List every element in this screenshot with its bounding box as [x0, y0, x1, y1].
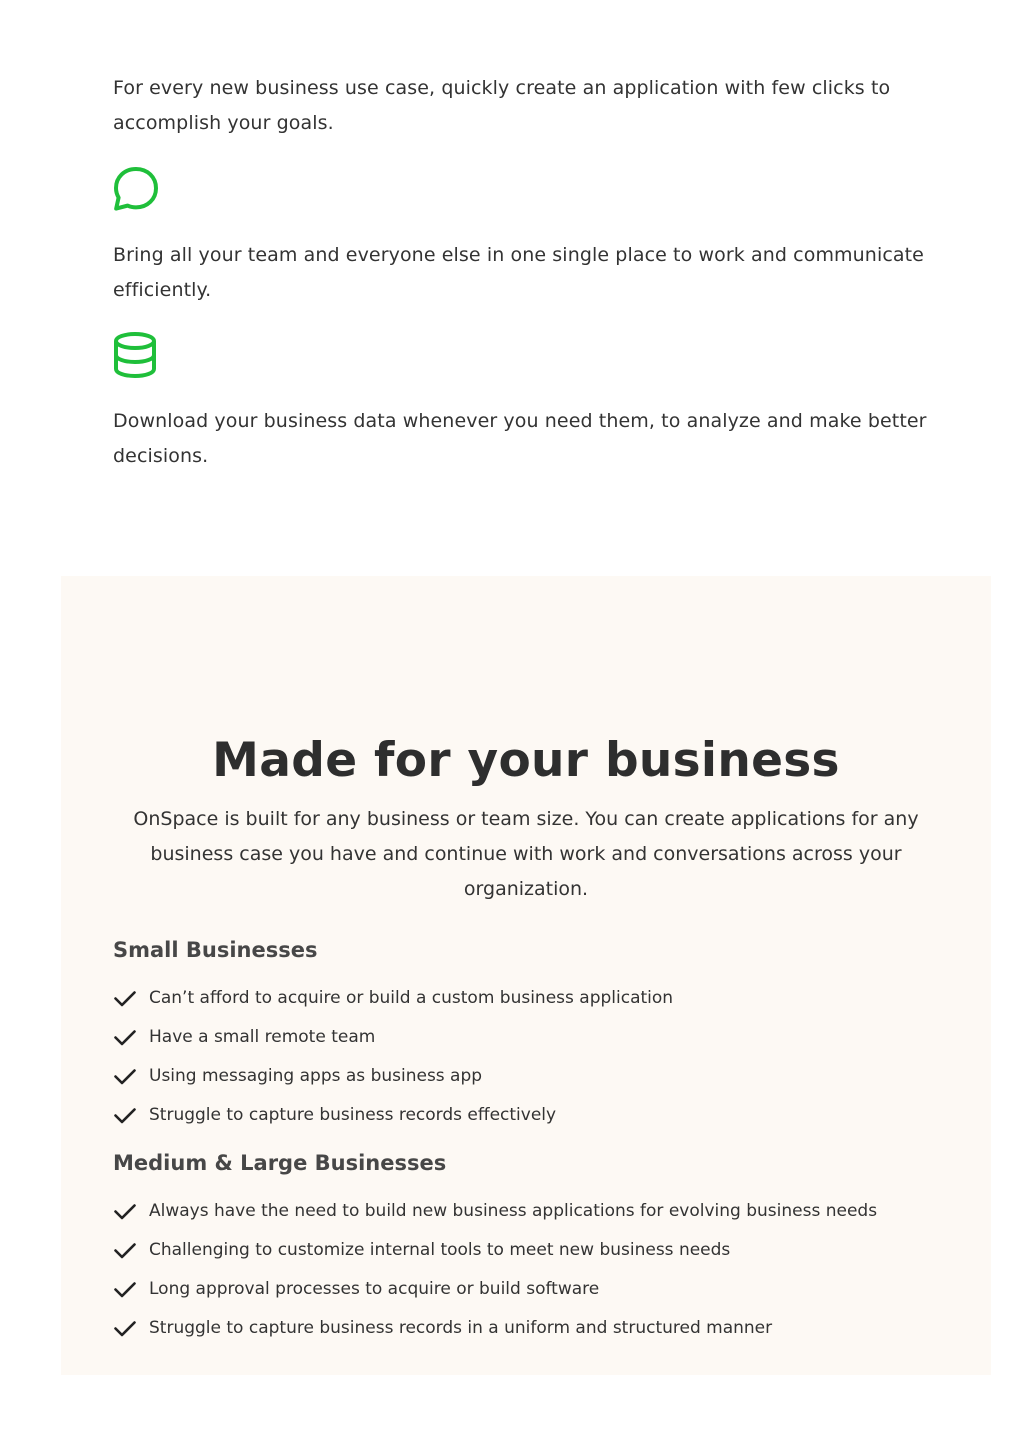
- list-item-label: Struggle to capture business records in a uniform and structured manner: [149, 1317, 773, 1338]
- list-item: [113, 1017, 963, 1056]
- section-description: OnSpace is built for any business or team size. You can create applications for any business case you have and continue with work and conversations across your organization.: [133, 808, 919, 900]
- made-for-business-section: [61, 576, 991, 1375]
- checkmark-icon: [113, 1025, 137, 1049]
- list-item-label: Challenging to customize internal tools to meet new business needs: [149, 1239, 731, 1260]
- checkmark-icon: [113, 1103, 137, 1127]
- medium-large-businesses-heading: Medium & Large Businesses: [113, 1151, 447, 1175]
- checkmark-icon: [113, 1238, 137, 1262]
- checkmark-icon: [113, 1277, 137, 1301]
- feature-apps-text: For every new business use case, quickly create an application with few clicks to accomplish your goals.: [113, 77, 891, 134]
- list-item: [113, 1056, 963, 1095]
- list-item: [113, 1095, 963, 1134]
- database-icon: [112, 332, 160, 380]
- list-item-label: Always have the need to build new business applications for evolving business needs: [149, 1200, 878, 1221]
- checkmark-icon: [113, 986, 137, 1010]
- checkmark-icon: [113, 1316, 137, 1340]
- list-item: [113, 1308, 963, 1347]
- list-item-label: Have a small remote team: [149, 1026, 376, 1047]
- feature-team-text: Bring all your team and everyone else in one single place to work and communicate efficiently.: [113, 244, 924, 301]
- list-item-label: Using messaging apps as business app: [149, 1065, 483, 1086]
- list-item: [113, 978, 963, 1017]
- list-item: [113, 1269, 963, 1308]
- list-item-label: Struggle to capture business records effectively: [149, 1104, 557, 1125]
- list-item-label: Long approval processes to acquire or build software: [149, 1278, 600, 1299]
- list-item: [113, 1230, 963, 1269]
- section-title: Made for your business: [212, 733, 840, 788]
- list-item: [113, 1191, 963, 1230]
- feature-data-text: Download your business data whenever you need them, to analyze and make better decisions.: [113, 410, 927, 467]
- small-businesses-heading: Small Businesses: [113, 938, 318, 962]
- medium-large-businesses-list: [113, 1191, 963, 1347]
- small-businesses-list: [113, 978, 963, 1134]
- chat-bubble-icon: [112, 165, 160, 213]
- checkmark-icon: [113, 1064, 137, 1088]
- list-item-label: Can’t afford to acquire or build a custom business application: [149, 987, 674, 1008]
- checkmark-icon: [113, 1199, 137, 1223]
